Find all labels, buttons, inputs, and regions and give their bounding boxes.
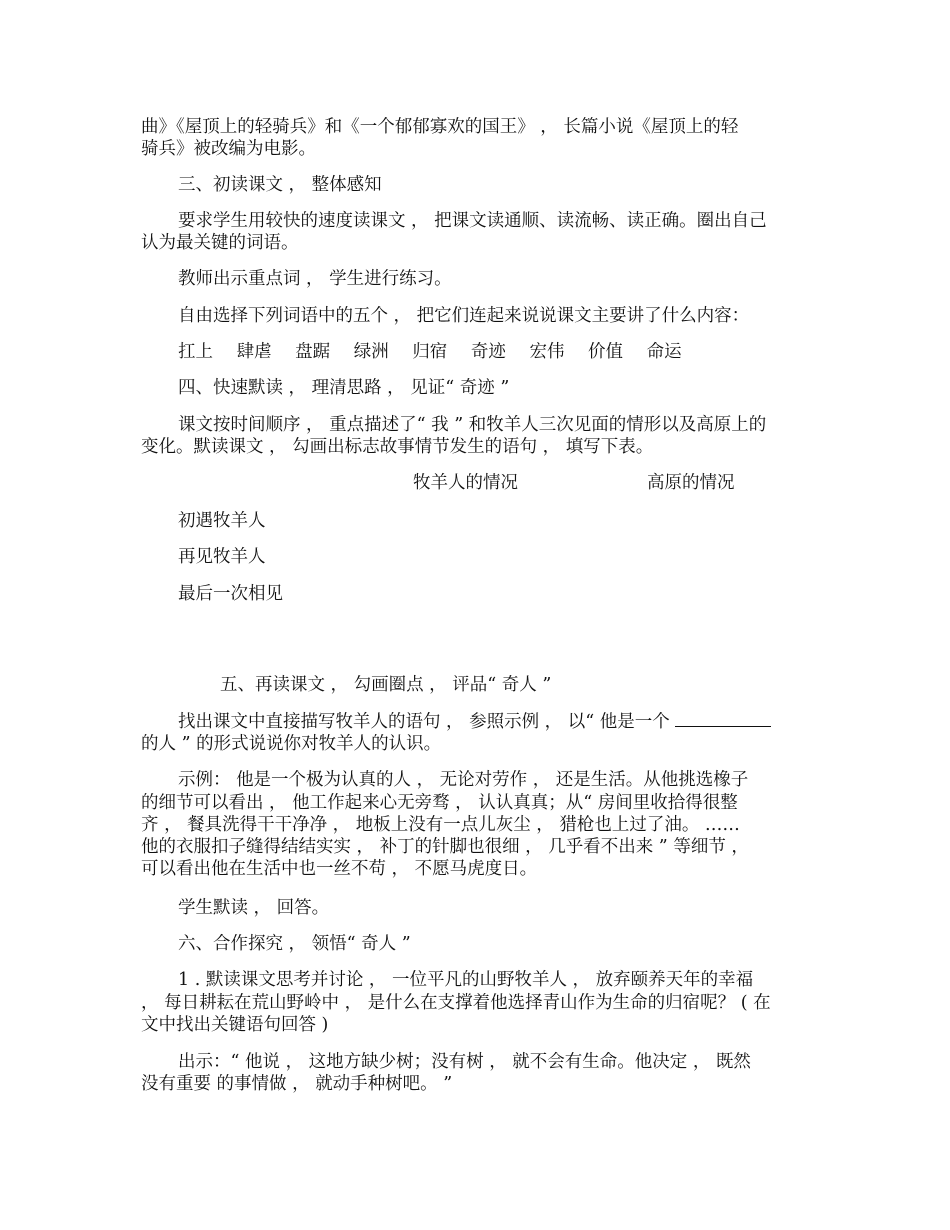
paragraph-line: 出示：“ 他说 ， 这地方缺少树；没有树 ， 就不会有生命。他决定 ， 既然 [178,1052,751,1072]
paragraph-line [178,711,771,733]
paragraph-line: 学生默读 ， 回答。 [178,898,330,918]
keyword: 肆虐 [236,342,272,362]
paragraph-line: 曲》《屋顶上的轻骑兵》和《一个郁郁寡欢的国王》 ， 长篇小说《屋顶上的轻 [141,117,739,137]
keyword: 归宿 [412,342,448,362]
table-header-shepherd: 牧羊人的情况 [413,473,518,493]
section-heading-6: 六、合作探究 ， 领悟“ 奇人 ” [178,934,411,954]
paragraph-line: 教师出示重点词 ， 学生进行练习。 [178,269,452,289]
paragraph-line: 1 . 默读课文思考并讨论 ， 一位平凡的山野牧羊人 ， 放弃颐养天年的幸福 [178,970,754,990]
paragraph-line: 他的衣服扣子缝得结结实实 ， 补丁的针脚也很细 ， 几乎看不出来 ” 等细节 ， [141,837,749,857]
paragraph-line: 自由选择下列词语中的五个 ， 把它们连起来说说课文主要讲了什么内容： [178,306,750,326]
paragraph-line: 可以看出他在生活中也一丝不苟 ， 不愿马虎度日。 [141,859,538,879]
keyword: 绿洲 [353,342,389,362]
paragraph-line: 变化。默读课文 ， 勾画出标志故事情节发生的语句 ， 填写下表。 [141,437,654,457]
section-heading-3: 三、初读课文 ， 整体感知 [178,175,382,195]
paragraph-line: 课文按时间顺序 ， 重点描述了“ 我 ” 和牧羊人三次见面的情形以及高原上的 [178,415,767,435]
paragraph-line: 骑兵》被改编为电影。 [141,139,316,159]
table-row-label: 再见牧羊人 [178,547,266,567]
table-row-label: 初遇牧羊人 [178,511,266,531]
section-heading-4: 四、快速默读 ， 理清思路 ， 见证“ 奇迹 ” [178,378,510,398]
keyword: 宏伟 [529,342,565,362]
paragraph-line: 的细节可以看出 ， 他工作起来心无旁骛 ， 认认真真；从“ 房间里收拾得很整 [141,793,738,813]
table-header-plateau: 高原的情况 [647,473,735,493]
paragraph-text: 找出课文中直接描写牧羊人的语句 ， 参照示例 ， 以“ 他是一个 [178,712,670,732]
keyword: 价值 [588,342,624,362]
paragraph-line: 齐 ， 餐具洗得干干净净 ， 地板上没有一点儿灰尘 ， 猎枪也上过了油。 …… [141,815,740,835]
keyword: 盘踞 [295,342,331,362]
paragraph-line: 要求学生用较快的速度读课文 ， 把课文读通顺、读流畅、读正确。圈出自己 [178,211,767,231]
paragraph-line: 没有重要 的事情做 ， 就动手种树吧。 ” [141,1074,453,1094]
paragraph-line: 的人 ” 的形式说说你对牧羊人的认识。 [141,734,442,754]
keyword: 奇迹 [470,342,506,362]
paragraph-line: ， 每日耕耘在荒山野岭中 ， 是什么在支撑着他选择青山作为生命的归宿呢？ ( 在 [141,993,771,1013]
keyword-list [178,341,700,363]
fill-in-blank [675,712,771,727]
keyword: 命运 [646,342,682,362]
keyword: 扛上 [178,342,213,362]
paragraph-line: 认为最关键的词语。 [141,233,299,253]
paragraph-line: 文中找出关键语句回答 ) [141,1015,329,1035]
paragraph-line: 示例： 他是一个极为认真的人 ， 无论对劳作 ， 还是生活。从他挑选橡子 [178,770,749,790]
section-heading-5: 五、再读课文 ， 勾画圈点 ， 评品“ 奇人 ” [220,675,552,695]
table-row-label: 最后一次相见 [178,584,283,604]
